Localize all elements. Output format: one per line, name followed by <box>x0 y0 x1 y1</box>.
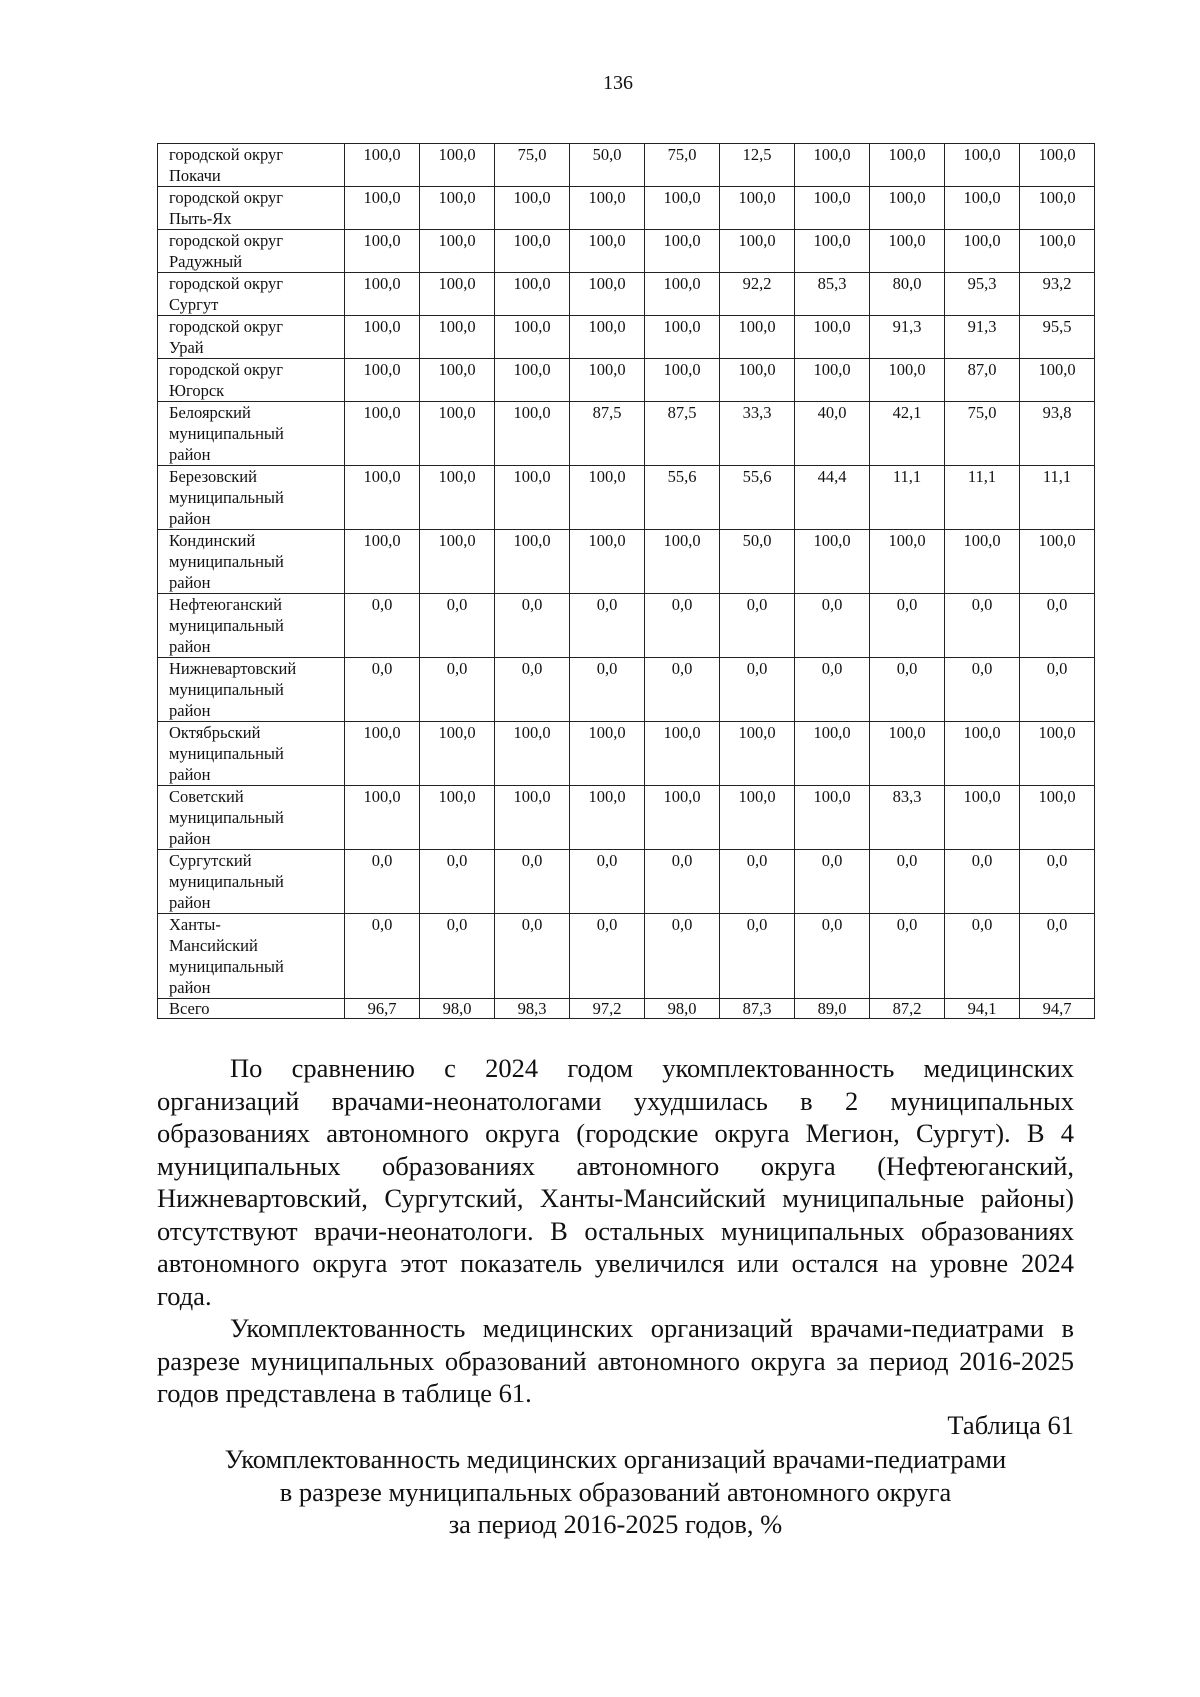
row-name-line: Радужный <box>169 252 243 271</box>
value-cell: 100,0 <box>345 359 420 402</box>
value-cell: 0,0 <box>945 850 1020 914</box>
value-cell: 100,0 <box>1020 359 1095 402</box>
row-name-line: Березовский <box>169 467 257 486</box>
table-row <box>158 658 1095 722</box>
value-cell: 0,0 <box>345 594 420 658</box>
value-cell: 0,0 <box>1020 914 1095 999</box>
value-cell: 0,0 <box>570 850 645 914</box>
value-cell: 100,0 <box>420 144 495 187</box>
value-cell: 100,0 <box>645 530 720 594</box>
value-cell: 98,0 <box>420 999 495 1019</box>
value-cell: 100,0 <box>345 144 420 187</box>
value-cell: 100,0 <box>720 359 795 402</box>
row-name-line: городской округ <box>169 188 284 207</box>
paragraph: Укомплектованность медицинских организаций врачами-педиатрами в разрезе муниципальных образований автономного округа за период 2016-2025 годов представлена в таблице 61. <box>157 1313 1074 1408</box>
value-cell: 97,2 <box>570 999 645 1019</box>
value-cell: 75,0 <box>495 144 570 187</box>
value-cell: 87,5 <box>645 402 720 466</box>
value-cell: 100,0 <box>420 786 495 850</box>
row-name-line: муниципальный <box>169 872 284 891</box>
value-cell: 85,3 <box>795 273 870 316</box>
value-cell: 0,0 <box>570 594 645 658</box>
value-cell: 100,0 <box>1020 187 1095 230</box>
row-name-line: район <box>169 701 211 720</box>
value-cell: 33,3 <box>720 402 795 466</box>
body-text <box>157 1052 1074 1410</box>
row-name-cell <box>158 187 345 230</box>
value-cell: 42,1 <box>870 402 945 466</box>
table-row <box>158 914 1095 999</box>
row-name-line: Ханты- <box>169 915 221 934</box>
value-cell: 100,0 <box>795 144 870 187</box>
value-cell: 0,0 <box>420 914 495 999</box>
staffing-table <box>157 143 1095 1019</box>
value-cell: 100,0 <box>645 230 720 273</box>
value-cell: 100,0 <box>420 359 495 402</box>
value-cell: 11,1 <box>945 466 1020 530</box>
value-cell: 0,0 <box>570 658 645 722</box>
value-cell: 100,0 <box>720 187 795 230</box>
value-cell: 100,0 <box>345 466 420 530</box>
value-cell: 100,0 <box>795 316 870 359</box>
value-cell: 98,0 <box>645 999 720 1019</box>
value-cell: 95,3 <box>945 273 1020 316</box>
value-cell: 100,0 <box>495 722 570 786</box>
value-cell: 100,0 <box>870 144 945 187</box>
value-cell: 100,0 <box>345 316 420 359</box>
value-cell: 0,0 <box>495 914 570 999</box>
table-row <box>158 466 1095 530</box>
row-name-line: городской округ <box>169 274 284 293</box>
row-name-cell <box>158 466 345 530</box>
value-cell: 100,0 <box>795 230 870 273</box>
row-name-cell <box>158 230 345 273</box>
value-cell: 100,0 <box>420 530 495 594</box>
value-cell: 100,0 <box>495 466 570 530</box>
value-cell: 100,0 <box>420 230 495 273</box>
value-cell: 100,0 <box>945 230 1020 273</box>
value-cell: 100,0 <box>420 722 495 786</box>
value-cell: 0,0 <box>1020 658 1095 722</box>
row-name-line: Сургут <box>169 295 219 314</box>
value-cell: 100,0 <box>720 316 795 359</box>
row-name-line: Сургутский <box>169 851 252 870</box>
value-cell: 0,0 <box>720 914 795 999</box>
value-cell: 100,0 <box>495 359 570 402</box>
value-cell: 0,0 <box>945 658 1020 722</box>
value-cell: 0,0 <box>945 914 1020 999</box>
row-name-line: Мансийский <box>169 936 258 955</box>
value-cell: 0,0 <box>495 850 570 914</box>
row-name-line: городской округ <box>169 145 284 164</box>
value-cell: 100,0 <box>420 466 495 530</box>
row-name-line: муниципальный <box>169 488 284 507</box>
value-cell: 100,0 <box>795 722 870 786</box>
value-cell: 100,0 <box>345 230 420 273</box>
value-cell: 0,0 <box>345 914 420 999</box>
value-cell: 100,0 <box>345 722 420 786</box>
value-cell: 0,0 <box>720 594 795 658</box>
row-name-line: Урай <box>169 338 204 357</box>
value-cell: 100,0 <box>870 359 945 402</box>
table-row <box>158 786 1095 850</box>
value-cell: 100,0 <box>720 786 795 850</box>
row-name-cell <box>158 658 345 722</box>
row-name-line: муниципальный <box>169 616 284 635</box>
value-cell: 94,7 <box>1020 999 1095 1019</box>
value-cell: 0,0 <box>795 850 870 914</box>
row-name-line: городской округ <box>169 317 284 336</box>
value-cell: 100,0 <box>570 273 645 316</box>
table-row <box>158 999 1095 1019</box>
value-cell: 100,0 <box>345 530 420 594</box>
table-row <box>158 230 1095 273</box>
value-cell: 100,0 <box>420 187 495 230</box>
value-cell: 100,0 <box>420 273 495 316</box>
value-cell: 11,1 <box>870 466 945 530</box>
value-cell: 100,0 <box>1020 144 1095 187</box>
value-cell: 100,0 <box>345 786 420 850</box>
table-row <box>158 530 1095 594</box>
value-cell: 100,0 <box>495 402 570 466</box>
row-name-line: Белоярский <box>169 403 251 422</box>
value-cell: 93,8 <box>1020 402 1095 466</box>
value-cell: 87,5 <box>570 402 645 466</box>
table-label: Таблица 61 <box>947 1410 1074 1440</box>
value-cell: 100,0 <box>870 530 945 594</box>
value-cell: 100,0 <box>645 187 720 230</box>
value-cell: 12,5 <box>720 144 795 187</box>
value-cell: 100,0 <box>570 466 645 530</box>
row-name-line: Югорск <box>169 381 225 400</box>
row-name-line: район <box>169 637 211 656</box>
value-cell: 75,0 <box>945 402 1020 466</box>
value-cell: 100,0 <box>495 273 570 316</box>
row-name-line: городской округ <box>169 360 284 379</box>
row-name-line: муниципальный <box>169 680 284 699</box>
table-row <box>158 316 1095 359</box>
row-name-line: Кондинский <box>169 531 256 550</box>
table-title-line: за период 2016-2025 годов, % <box>448 1509 783 1539</box>
row-name-line: Нижневартовский <box>169 659 297 678</box>
row-name-line: Нефтеюганский <box>169 595 282 614</box>
value-cell: 0,0 <box>870 850 945 914</box>
value-cell: 100,0 <box>870 230 945 273</box>
table-row <box>158 722 1095 786</box>
value-cell: 100,0 <box>945 187 1020 230</box>
value-cell: 80,0 <box>870 273 945 316</box>
value-cell: 100,0 <box>795 187 870 230</box>
value-cell: 100,0 <box>570 359 645 402</box>
row-name-line: муниципальный <box>169 808 284 827</box>
table-title-line: в разрезе муниципальных образований автономного округа <box>279 1476 952 1507</box>
value-cell: 100,0 <box>645 722 720 786</box>
row-name-line: муниципальный <box>169 744 284 763</box>
value-cell: 100,0 <box>945 786 1020 850</box>
value-cell: 0,0 <box>870 914 945 999</box>
row-name-cell <box>158 786 345 850</box>
row-name-cell <box>158 144 345 187</box>
value-cell: 0,0 <box>645 850 720 914</box>
value-cell: 50,0 <box>720 530 795 594</box>
value-cell: 100,0 <box>570 187 645 230</box>
value-cell: 0,0 <box>1020 850 1095 914</box>
value-cell: 100,0 <box>420 316 495 359</box>
value-cell: 55,6 <box>645 466 720 530</box>
value-cell: 0,0 <box>420 658 495 722</box>
value-cell: 83,3 <box>870 786 945 850</box>
value-cell: 0,0 <box>645 914 720 999</box>
value-cell: 11,1 <box>1020 466 1095 530</box>
value-cell: 0,0 <box>795 594 870 658</box>
value-cell: 100,0 <box>495 786 570 850</box>
value-cell: 100,0 <box>645 273 720 316</box>
value-cell: 100,0 <box>495 530 570 594</box>
value-cell: 100,0 <box>570 786 645 850</box>
value-cell: 100,0 <box>345 402 420 466</box>
value-cell: 87,2 <box>870 999 945 1019</box>
value-cell: 92,2 <box>720 273 795 316</box>
value-cell: 100,0 <box>495 316 570 359</box>
value-cell: 0,0 <box>495 594 570 658</box>
value-cell: 87,0 <box>945 359 1020 402</box>
value-cell: 55,6 <box>720 466 795 530</box>
row-name-line: муниципальный <box>169 552 284 571</box>
value-cell: 100,0 <box>495 230 570 273</box>
value-cell: 0,0 <box>720 850 795 914</box>
value-cell: 0,0 <box>345 850 420 914</box>
value-cell: 100,0 <box>1020 230 1095 273</box>
value-cell: 100,0 <box>945 144 1020 187</box>
value-cell: 0,0 <box>645 658 720 722</box>
row-name-cell <box>158 914 345 999</box>
row-name-cell <box>158 594 345 658</box>
value-cell: 0,0 <box>420 594 495 658</box>
table-row <box>158 359 1095 402</box>
table-title-line: Укомплектованность медицинских организаций врачами-педиатрами <box>224 1444 1007 1474</box>
value-cell: 100,0 <box>1020 722 1095 786</box>
value-cell: 100,0 <box>795 359 870 402</box>
value-cell: 40,0 <box>795 402 870 466</box>
row-name-cell <box>158 850 345 914</box>
row-name-line: район <box>169 893 211 912</box>
value-cell: 0,0 <box>345 658 420 722</box>
row-name-cell <box>158 402 345 466</box>
row-name-line: муниципальный <box>169 957 284 976</box>
value-cell: 100,0 <box>570 316 645 359</box>
row-name-line: район <box>169 765 211 784</box>
row-name-line: Покачи <box>169 166 221 185</box>
row-name-line: район <box>169 829 211 848</box>
value-cell: 100,0 <box>795 530 870 594</box>
value-cell: 0,0 <box>570 914 645 999</box>
row-name-line: Пыть-Ях <box>169 209 232 228</box>
row-name-cell <box>158 316 345 359</box>
value-cell: 44,4 <box>795 466 870 530</box>
value-cell: 100,0 <box>945 722 1020 786</box>
value-cell: 0,0 <box>720 658 795 722</box>
value-cell: 100,0 <box>570 230 645 273</box>
row-name-line: район <box>169 445 211 464</box>
row-name-cell <box>158 359 345 402</box>
value-cell: 100,0 <box>645 316 720 359</box>
value-cell: 100,0 <box>720 722 795 786</box>
value-cell: 100,0 <box>570 722 645 786</box>
value-cell: 100,0 <box>345 273 420 316</box>
value-cell: 96,7 <box>345 999 420 1019</box>
row-name-cell <box>158 722 345 786</box>
value-cell: 100,0 <box>420 402 495 466</box>
table-row <box>158 850 1095 914</box>
row-name-line: район <box>169 509 211 528</box>
value-cell: 100,0 <box>570 530 645 594</box>
value-cell: 100,0 <box>1020 786 1095 850</box>
value-cell: 75,0 <box>645 144 720 187</box>
value-cell: 0,0 <box>795 658 870 722</box>
value-cell: 0,0 <box>420 850 495 914</box>
table-row <box>158 402 1095 466</box>
value-cell: 93,2 <box>1020 273 1095 316</box>
value-cell: 100,0 <box>645 786 720 850</box>
value-cell: 50,0 <box>570 144 645 187</box>
value-cell: 0,0 <box>495 658 570 722</box>
row-name-line: Всего <box>169 999 210 1018</box>
value-cell: 0,0 <box>1020 594 1095 658</box>
value-cell: 100,0 <box>795 786 870 850</box>
table-row <box>158 187 1095 230</box>
value-cell: 94,1 <box>945 999 1020 1019</box>
value-cell: 0,0 <box>945 594 1020 658</box>
page-number: 136 <box>603 72 633 94</box>
value-cell: 100,0 <box>870 187 945 230</box>
row-name-line: район <box>169 978 211 997</box>
value-cell: 89,0 <box>795 999 870 1019</box>
row-name-line: Октябрьский <box>169 723 261 742</box>
value-cell: 0,0 <box>645 594 720 658</box>
table-row <box>158 144 1095 187</box>
value-cell: 95,5 <box>1020 316 1095 359</box>
value-cell: 91,3 <box>945 316 1020 359</box>
row-name-line: городской округ <box>169 231 284 250</box>
value-cell: 100,0 <box>1020 530 1095 594</box>
value-cell: 98,3 <box>495 999 570 1019</box>
value-cell: 100,0 <box>495 187 570 230</box>
row-name-cell <box>158 999 345 1019</box>
row-name-cell <box>158 530 345 594</box>
value-cell: 100,0 <box>645 359 720 402</box>
value-cell: 100,0 <box>345 187 420 230</box>
row-name-line: Советский <box>169 787 244 806</box>
table-row <box>158 594 1095 658</box>
paragraph: По сравнению с 2024 годом укомплектованность медицинских организаций врачами-неонатологами ухудшилась в 2 муниципальных образованиях автономного округа (городские округа Мегион, Сургут). В 4 муниципальных образованиях автономного округа (Нефтеюганский, Нижневартовский, Сургутский, Ханты-Мансийский муниципальные районы) отсутствуют врачи-неонатологи. В остальных муниципальных образованиях автономного округа этот показатель увеличился или остался на уровне 2024 года. <box>157 1053 1074 1311</box>
value-cell: 0,0 <box>795 914 870 999</box>
value-cell: 100,0 <box>720 230 795 273</box>
row-name-cell <box>158 273 345 316</box>
table-row <box>158 273 1095 316</box>
row-name-line: район <box>169 573 211 592</box>
table-title <box>157 1443 1074 1541</box>
value-cell: 91,3 <box>870 316 945 359</box>
value-cell: 100,0 <box>945 530 1020 594</box>
value-cell: 0,0 <box>870 658 945 722</box>
value-cell: 87,3 <box>720 999 795 1019</box>
value-cell: 0,0 <box>870 594 945 658</box>
row-name-line: муниципальный <box>169 424 284 443</box>
value-cell: 100,0 <box>870 722 945 786</box>
